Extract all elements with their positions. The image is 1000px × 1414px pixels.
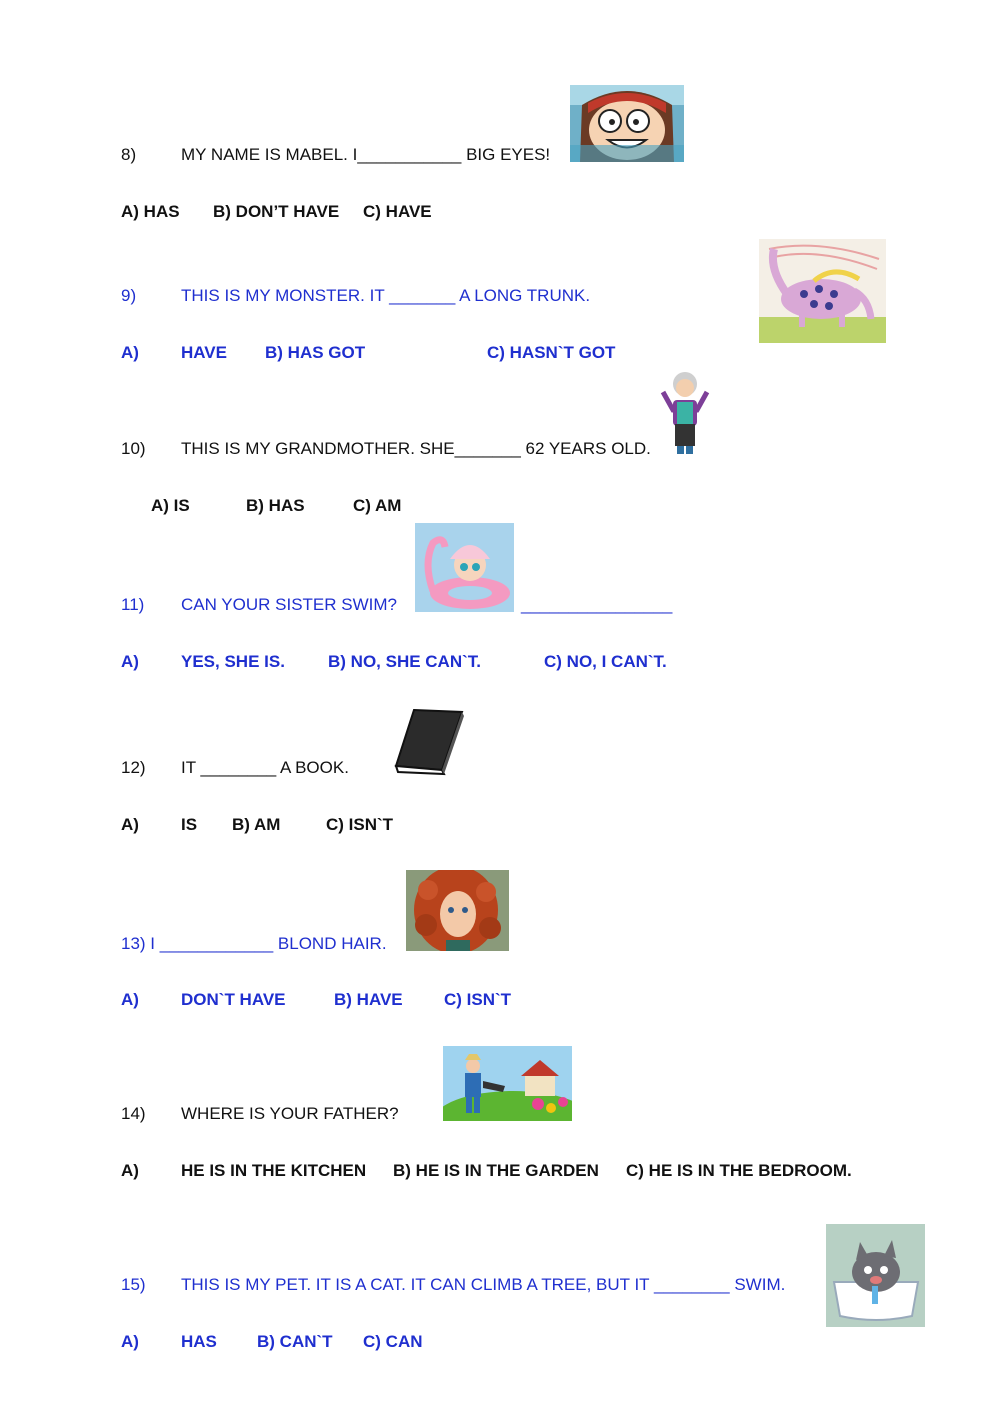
q14-option-b: B) HE IS IN THE GARDEN — [393, 1161, 599, 1180]
mabel-cartoon-image — [570, 85, 684, 162]
q15-option-a-letter: A) — [121, 1332, 139, 1351]
q12-option-a-letter: A) — [121, 815, 139, 834]
q12-option-b: B) AM — [232, 815, 281, 834]
q8-number: 8) — [121, 145, 137, 164]
q15-option-b: B) CAN`T — [257, 1332, 333, 1351]
q9-text: THIS IS MY MONSTER. IT _______ A LONG TRUNK. — [181, 286, 591, 305]
book-icon — [392, 706, 466, 776]
q14-number: 14) — [121, 1104, 146, 1123]
q11-answer-blank: ________________ — [521, 595, 673, 614]
q10-text: THIS IS MY GRANDMOTHER. SHE_______ 62 YEARS OLD. — [181, 439, 651, 458]
q9-option-c: C) HASN`T GOT — [487, 343, 616, 362]
q10-option-c: C) AM — [353, 496, 402, 515]
q14-text: WHERE IS YOUR FATHER? — [181, 1104, 399, 1123]
q13-option-b: B) HAVE — [334, 990, 403, 1009]
q11-option-c: C) NO, I CAN`T. — [544, 652, 667, 671]
q13-option-c: C) ISN`T — [444, 990, 512, 1009]
q8-option-b: B) DON’T HAVE — [213, 202, 340, 221]
monster-drawing-image — [759, 239, 886, 343]
q11-text: CAN YOUR SISTER SWIM? — [181, 595, 397, 614]
q8-text: MY NAME IS MABEL. I___________ BIG EYES! — [181, 145, 551, 164]
q9-option-b: B) HAS GOT — [265, 343, 366, 362]
q10-number: 10) — [121, 439, 146, 458]
q14-option-a-letter: A) — [121, 1161, 139, 1180]
q9-option-a: HAVE — [181, 343, 227, 362]
q12-option-a: IS — [181, 815, 198, 834]
q15-number: 15) — [121, 1275, 146, 1294]
q13-text: 13) I ____________ BLOND HAIR. — [121, 934, 387, 953]
q11-number: 11) — [121, 595, 145, 614]
q12-text: IT ________ A BOOK. — [181, 758, 349, 777]
q15-option-a: HAS — [181, 1332, 217, 1351]
q8-option-a: A) HAS — [121, 202, 180, 221]
q13-option-a: DON`T HAVE — [181, 990, 286, 1009]
q11-option-a: YES, SHE IS. — [181, 652, 285, 671]
q12-option-c: C) ISN`T — [326, 815, 394, 834]
q10-option-a: A) IS — [151, 496, 190, 515]
red-haired-girl-image — [406, 870, 509, 951]
q11-option-b: B) NO, SHE CAN`T. — [328, 652, 481, 671]
q11-option-a-letter: A) — [121, 652, 139, 671]
father-gardening-image — [443, 1046, 572, 1121]
q13-option-a-letter: A) — [121, 990, 139, 1009]
q9-option-a-letter: A) — [121, 343, 139, 362]
q10-option-b: B) HAS — [246, 496, 305, 515]
cat-in-bathtub-image — [826, 1224, 925, 1327]
q12-number: 12) — [121, 758, 146, 777]
q14-option-a: HE IS IN THE KITCHEN — [181, 1161, 367, 1180]
q15-text: THIS IS MY PET. IT IS A CAT. IT CAN CLIMB A TREE, BUT IT ________ SWIM. — [181, 1275, 786, 1294]
girl-flamingo-float-image — [415, 523, 514, 612]
q14-option-c: C) HE IS IN THE BEDROOM. — [626, 1161, 852, 1180]
grandmother-cartoon-image — [655, 370, 715, 458]
q9-number: 9) — [121, 286, 137, 305]
q8-option-c: C) HAVE — [363, 202, 432, 221]
q15-option-c: C) CAN — [363, 1332, 423, 1351]
